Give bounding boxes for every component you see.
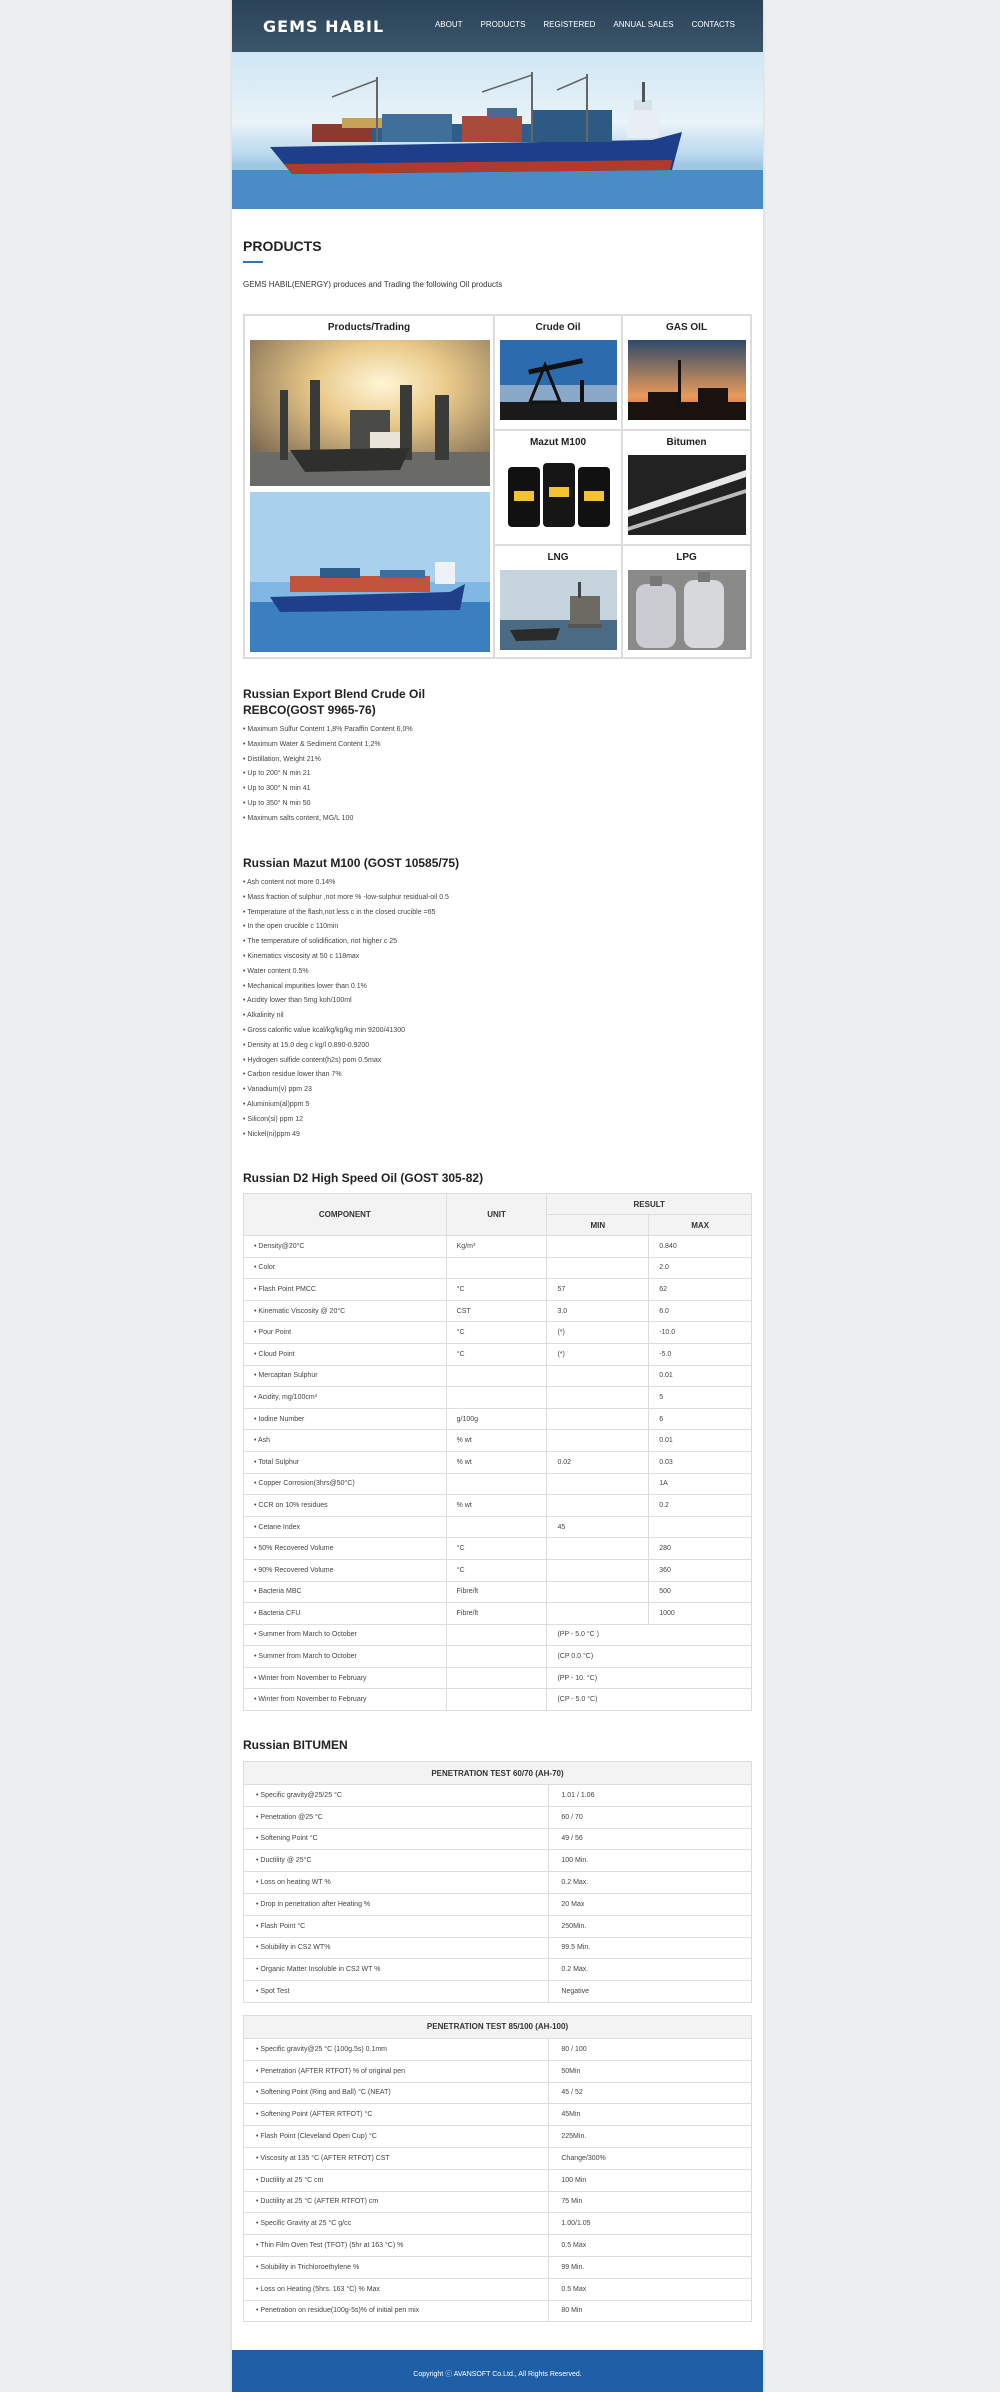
table-row	[244, 2147, 752, 2169]
cell-component: • 50% Recovered Volume	[244, 1538, 447, 1560]
cell-component: • Kinematic Viscosity @ 20°C	[244, 1300, 447, 1322]
cell-property: • Penetration on residue(100g-5s)% of initial pen mix	[244, 2300, 549, 2322]
nav-contacts[interactable]: CONTACTS	[691, 20, 735, 29]
cell-component: • Summer from March to October	[244, 1624, 447, 1646]
cell-min: (*)	[547, 1343, 649, 1365]
cell-unit	[446, 1667, 547, 1689]
cell-property: • Viscosity at 135 °C (AFTER RTFOT) CST	[244, 2147, 549, 2169]
cell-result: (CP - 5.0 °C)	[547, 1689, 752, 1711]
table-row	[244, 2191, 752, 2213]
cell-value: 60 / 70	[549, 1806, 752, 1828]
list-item: • Up to 350° N min 50	[243, 799, 311, 807]
cell-min	[547, 1473, 649, 1495]
cell-property: • Organic Matter Insoluble in CS2 WT %	[244, 1959, 549, 1981]
header-max: MAX	[649, 1215, 752, 1236]
list-item: • Gross calorific value kcal/kg/kg/kg min 9200/41300	[243, 1026, 405, 1034]
cell-value: 100 Min.	[549, 1850, 752, 1872]
table-row	[244, 1408, 752, 1430]
table-row	[244, 1516, 752, 1538]
table-row	[244, 1538, 752, 1560]
cell-min	[547, 1495, 649, 1517]
cell-unit	[446, 1689, 547, 1711]
cell-unit: Fibre/lt	[446, 1603, 547, 1625]
grid-cell-bitumen[interactable]	[622, 430, 751, 545]
d2-section	[243, 1170, 752, 1711]
page-title: PRODUCTS	[243, 238, 322, 254]
mazut-title: Russian Mazut M100 (GOST 10585/75)	[243, 856, 460, 870]
cell-max: 6.0	[649, 1300, 752, 1322]
cell-component: • Copper Corrosion(3hrs@50°C)	[244, 1473, 447, 1495]
cell-value: 0.5 Max	[549, 2278, 752, 2300]
bitumen-table-60-70-body	[244, 1785, 752, 2003]
cell-unit	[446, 1387, 547, 1409]
cell-property: • Softening Point (Ring and Ball) °C (NEAT)	[244, 2082, 549, 2104]
cell-value: Negative	[549, 1981, 752, 2003]
cell-unit	[446, 1624, 547, 1646]
grid-label-gas-oil: GAS OIL	[665, 322, 708, 333]
table-row	[244, 1806, 752, 1828]
cell-min	[547, 1257, 649, 1279]
cell-property: • Softening Point (AFTER RTFOT) °C	[244, 2104, 549, 2126]
cell-unit: °C	[446, 1279, 547, 1301]
cell-value: 100 Min	[549, 2169, 752, 2191]
table-row	[244, 1646, 752, 1668]
table-row	[244, 1257, 752, 1279]
cell-component: • Cloud Point	[244, 1343, 447, 1365]
header-unit: UNIT	[446, 1194, 547, 1236]
table-row	[244, 2038, 752, 2060]
cell-max: 62	[649, 1279, 752, 1301]
cell-result: (PP - 5.0 °C )	[547, 1624, 752, 1646]
cell-property: • Flash Point (Cleveland Open Cup) °C	[244, 2126, 549, 2148]
cell-max: 6	[649, 1408, 752, 1430]
title-underline	[243, 261, 263, 263]
cell-max: 2.0	[649, 1257, 752, 1279]
site-header	[232, 0, 763, 52]
cell-result: (PP - 10. °C)	[547, 1667, 752, 1689]
list-item: • Carbon residue lower than 7%	[243, 1071, 342, 1079]
table-row	[244, 1937, 752, 1959]
hero-banner-image	[232, 52, 763, 209]
table-row	[244, 1451, 752, 1473]
table-row	[244, 1915, 752, 1937]
crude-oil-pump-image	[500, 340, 617, 420]
grid-label-lng: LNG	[547, 552, 569, 563]
table-row	[244, 1959, 752, 1981]
bitumen-table-85-100-body	[244, 2038, 752, 2321]
cell-unit: g/100g	[446, 1408, 547, 1430]
header-component: COMPONENT	[244, 1194, 447, 1236]
cargo-ship-image	[250, 492, 490, 652]
list-item: • Aluminium(al)ppm 5	[243, 1100, 310, 1108]
grid-label-products-trading: Products/Trading	[327, 322, 411, 333]
list-item: • In the open crucible c 110min	[243, 923, 339, 931]
cell-property: • Specific gravity@25 °C (100g.5s) 0.1mm	[244, 2038, 549, 2060]
crude-subtitle: REBCO(GOST 9965-76)	[243, 703, 376, 717]
cell-property: • Loss on Heating (5hrs. 163 °C) % Max	[244, 2278, 549, 2300]
products-intro: GEMS HABIL(ENERGY) produces and Trading the following Oil products	[243, 280, 503, 289]
cell-component: • CCR on 10% residues	[244, 1495, 447, 1517]
cell-property: • Loss on heating WT %	[244, 1872, 549, 1894]
cell-component: • Total Sulphur	[244, 1451, 447, 1473]
cell-value: 99 Min.	[549, 2256, 752, 2278]
header-result: RESULT	[547, 1194, 752, 1215]
cell-unit: % wt	[446, 1430, 547, 1452]
cell-component: • Ash	[244, 1430, 447, 1452]
mazut-specs-list	[243, 876, 752, 1142]
nav-registered[interactable]: REGISTERED	[543, 20, 596, 29]
cell-value: 45Min	[549, 2104, 752, 2126]
cell-min	[547, 1236, 649, 1258]
cell-unit: Kg/m³	[446, 1236, 547, 1258]
cell-component: • Winter from November to February	[244, 1689, 447, 1711]
table-row	[244, 2169, 752, 2191]
cell-value: 1.01 / 1.06	[549, 1785, 752, 1807]
table-row	[244, 1236, 752, 1258]
table-row	[244, 2060, 752, 2082]
cell-property: • Specific gravity@25/25 °C	[244, 1785, 549, 1807]
list-item: • Silicon(si) ppm 12	[243, 1115, 304, 1123]
grid-cell-products-trading	[244, 315, 494, 658]
cell-min: 3.0	[547, 1300, 649, 1322]
list-item: • Distillation, Weight 21%	[243, 755, 321, 763]
refinery-ship-image	[250, 340, 490, 486]
list-item: • Temperature of the flash,not less c in the closed crucible =65	[243, 908, 436, 916]
cell-max: 0.840	[649, 1236, 752, 1258]
cell-property: • Specific Gravity at 25 °C g/cc	[244, 2213, 549, 2235]
cell-component: • Summer from March to October	[244, 1646, 447, 1668]
table-row	[244, 1430, 752, 1452]
cell-min	[547, 1538, 649, 1560]
table-row	[244, 2235, 752, 2257]
cell-max: 1A	[649, 1473, 752, 1495]
cell-property: • Flash Point °C	[244, 1915, 549, 1937]
table-row	[244, 1828, 752, 1850]
grid-cell-mazut-m100[interactable]	[494, 430, 622, 545]
bitumen-table-60-70	[243, 1761, 752, 2003]
list-item: • Up to 200° N min 21	[243, 770, 311, 778]
table-row	[244, 2278, 752, 2300]
list-item: • Nickel(ni)ppm 49	[243, 1130, 300, 1138]
grid-cell-lng[interactable]	[494, 545, 622, 658]
nav-annual-sales[interactable]: ANNUAL SALES	[613, 20, 674, 29]
bitumen-title: Russian BITUMEN	[243, 1738, 348, 1752]
table-row	[244, 2256, 752, 2278]
cell-property: • Penetration (AFTER RTFOT) % of original pen	[244, 2060, 549, 2082]
cell-property: • Drop in penetration after Heating %	[244, 1893, 549, 1915]
list-item: • Up to 300° N min 41	[243, 785, 311, 793]
cell-max: 0.01	[649, 1365, 752, 1387]
list-item: • The temperature of solidification, not higher c 25	[243, 938, 398, 946]
cell-value: 45 / 52	[549, 2082, 752, 2104]
lng-platform-image	[500, 570, 617, 650]
cell-unit	[446, 1473, 547, 1495]
cell-unit	[446, 1646, 547, 1668]
cell-unit: °C	[446, 1343, 547, 1365]
cell-min	[547, 1408, 649, 1430]
cell-component: • Mercaptan Sulphur	[244, 1365, 447, 1387]
bitumen-section	[243, 1737, 752, 2322]
cell-unit: % wt	[446, 1495, 547, 1517]
cell-value: 0.2 Max.	[549, 1959, 752, 1981]
cell-min	[547, 1559, 649, 1581]
cell-value: 49 / 56	[549, 1828, 752, 1850]
list-item: • Alkalinity nil	[243, 1012, 284, 1020]
gas-oil-image	[628, 340, 746, 420]
list-item: • Vanadium(v) ppm 23	[243, 1086, 312, 1094]
grid-cell-lpg[interactable]	[622, 545, 751, 658]
cell-max: -10.0	[649, 1322, 752, 1344]
list-item: • Kinematics viscosity at 50 c 118max	[243, 952, 360, 960]
main-content	[243, 238, 752, 563]
cell-max: 5	[649, 1387, 752, 1409]
cell-property: • Ductility at 25 °C (AFTER RTFOT) cm	[244, 2191, 549, 2213]
grid-label-bitumen: Bitumen	[666, 437, 707, 448]
d2-spec-table	[243, 1193, 752, 1711]
list-item: • Mechanical impurities lower than 0.1%	[243, 982, 367, 990]
list-item: • Ash content not more 0.14%	[243, 879, 336, 886]
table-row	[244, 1559, 752, 1581]
table-row	[244, 2300, 752, 2322]
crude-section	[243, 686, 752, 827]
list-item: • Density at 15.0 deg c kg/l 0.890-0.9200	[243, 1041, 370, 1049]
mazut-section	[243, 855, 752, 1142]
crude-title: Russian Export Blend Crude Oil	[243, 687, 426, 701]
table-row	[244, 1785, 752, 1807]
cell-unit: °C	[446, 1559, 547, 1581]
cell-min: 0.02	[547, 1451, 649, 1473]
cell-max: 0.03	[649, 1451, 752, 1473]
cell-unit	[446, 1365, 547, 1387]
cell-max: 500	[649, 1581, 752, 1603]
table-row	[244, 1850, 752, 1872]
table-row	[244, 1603, 752, 1625]
bitumen-table-60-70-header: PENETRATION TEST 60/70 (AH-70)	[244, 1762, 752, 1785]
grid-label-crude-oil: Crude Oil	[535, 322, 581, 333]
cell-min	[547, 1387, 649, 1409]
cell-max: -5.0	[649, 1343, 752, 1365]
table-row	[244, 1279, 752, 1301]
table-row	[244, 1495, 752, 1517]
table-row	[244, 1689, 752, 1711]
cell-component: • Iodine Number	[244, 1408, 447, 1430]
cell-min: (*)	[547, 1322, 649, 1344]
list-item: • Maximum Sulfur Content 1,8% Paraffin Content 6,0%	[243, 726, 413, 733]
cell-property: • Penetration @25 °C	[244, 1806, 549, 1828]
cell-value: 250Min.	[549, 1915, 752, 1937]
grid-cell-gas-oil[interactable]	[622, 315, 751, 430]
cell-component: • Flash Point PMCC	[244, 1279, 447, 1301]
cell-component: • Bacteria CFU	[244, 1603, 447, 1625]
table-row	[244, 1981, 752, 2003]
cell-value: 99.5 Min.	[549, 1937, 752, 1959]
lpg-cylinders-image	[628, 570, 746, 650]
crude-specs-list	[243, 723, 752, 827]
cell-unit: Fibre/lt	[446, 1581, 547, 1603]
cell-value: 0.2 Max.	[549, 1872, 752, 1894]
cell-max: 360	[649, 1559, 752, 1581]
cell-value: 0.5 Max	[549, 2235, 752, 2257]
table-row	[244, 2082, 752, 2104]
cell-component: • Density@20°C	[244, 1236, 447, 1258]
cell-max: 1000	[649, 1603, 752, 1625]
cell-unit: % wt	[446, 1451, 547, 1473]
nav-products[interactable]: PRODUCTS	[480, 20, 526, 29]
cell-component: • Pour Point	[244, 1322, 447, 1344]
bitumen-table-85-100-header: PENETRATION TEST 85/100 (AH-100)	[244, 2015, 752, 2038]
cell-value: 20 Max	[549, 1893, 752, 1915]
main-nav	[435, 20, 735, 29]
list-item: • Hydrogen sulfide content(h2s) pom 0.5max	[243, 1056, 382, 1064]
list-item: • Water content 0.5%	[243, 967, 309, 975]
cell-unit: °C	[446, 1538, 547, 1560]
table-row	[244, 1667, 752, 1689]
cell-value: 50Min	[549, 2060, 752, 2082]
copyright-text: Copyright ⓒ AVANSOFT Co.Ltd., All Rights Reserved.	[413, 2371, 582, 2378]
cell-component: • Winter from November to February	[244, 1667, 447, 1689]
list-item: • Maximum Water & Sediment Content 1,2%	[243, 740, 381, 748]
table-row	[244, 1365, 752, 1387]
cell-component: • Acidity, mg/100cm³	[244, 1387, 447, 1409]
table-row	[244, 2104, 752, 2126]
cell-value: 80 Min	[549, 2300, 752, 2322]
table-row	[244, 1387, 752, 1409]
cell-unit: CST	[446, 1300, 547, 1322]
cell-max: 0.01	[649, 1430, 752, 1452]
bitumen-table-85-100	[243, 2015, 752, 2322]
table-row	[244, 1893, 752, 1915]
cell-min: 57	[547, 1279, 649, 1301]
header-min: MIN	[547, 1215, 649, 1236]
table-row	[244, 1322, 752, 1344]
cell-component: • Color	[244, 1257, 447, 1279]
cell-max: 280	[649, 1538, 752, 1560]
d2-title: Russian D2 High Speed Oil (GOST 305-82)	[243, 1171, 484, 1185]
cell-unit	[446, 1516, 547, 1538]
table-row	[244, 1581, 752, 1603]
grid-label-lpg: LPG	[676, 552, 697, 563]
d2-table-body	[244, 1236, 752, 1711]
cell-component: • Bacteria MBC	[244, 1581, 447, 1603]
cell-value: 75 Min	[549, 2191, 752, 2213]
cell-min	[547, 1603, 649, 1625]
bitumen-road-image	[628, 455, 746, 535]
cell-unit	[446, 1257, 547, 1279]
list-item: • Acidity lower than 5mg koh/100ml	[243, 997, 352, 1005]
products-grid	[243, 314, 752, 659]
table-row	[244, 2213, 752, 2235]
cell-max	[649, 1516, 752, 1538]
cell-property: • Thin Film Oven Test (TFOT) (5hr at 163 °C) %	[244, 2235, 549, 2257]
cell-unit: °C	[446, 1322, 547, 1344]
nav-about[interactable]: ABOUT	[434, 20, 463, 29]
table-row	[244, 1473, 752, 1495]
list-item: • Maximum salts content, MG/L 100	[243, 814, 354, 822]
cell-value: 225Min.	[549, 2126, 752, 2148]
table-row	[244, 1300, 752, 1322]
table-row	[244, 2126, 752, 2148]
cell-property: • Spot Test	[244, 1981, 549, 2003]
cell-min	[547, 1581, 649, 1603]
cell-min	[547, 1365, 649, 1387]
mazut-barrels-image	[500, 455, 617, 535]
site-footer	[232, 2350, 763, 2392]
site-logo[interactable]: GEMS HABIL	[263, 17, 385, 36]
cell-min: 45	[547, 1516, 649, 1538]
table-row	[244, 1624, 752, 1646]
page	[232, 0, 763, 2392]
cell-property: • Solubility in Trichloroethylene %	[244, 2256, 549, 2278]
cell-value: 1.00/1.05	[549, 2213, 752, 2235]
list-item: • Mass fraction of sulphur ,not more % -low-sulphur residual-oil 0.5	[243, 893, 449, 901]
grid-label-mazut-m100: Mazut M100	[529, 437, 587, 448]
table-row	[244, 1343, 752, 1365]
cell-property: • Ductility at 25 °C cm	[244, 2169, 549, 2191]
table-row	[244, 1872, 752, 1894]
cell-value: Change/300%	[549, 2147, 752, 2169]
cell-component: • 90% Recovered Volume	[244, 1559, 447, 1581]
cell-result: (CP 0.0 °C)	[547, 1646, 752, 1668]
cell-value: 80 / 100	[549, 2038, 752, 2060]
cell-component: • Cetane Index	[244, 1516, 447, 1538]
cell-property: • Softening Point °C	[244, 1828, 549, 1850]
cell-property: • Ductility @ 25°C	[244, 1850, 549, 1872]
cell-max: 0.2	[649, 1495, 752, 1517]
cell-min	[547, 1430, 649, 1452]
cell-property: • Solubility in CS2 WT%	[244, 1937, 549, 1959]
grid-cell-crude-oil[interactable]	[494, 315, 622, 430]
